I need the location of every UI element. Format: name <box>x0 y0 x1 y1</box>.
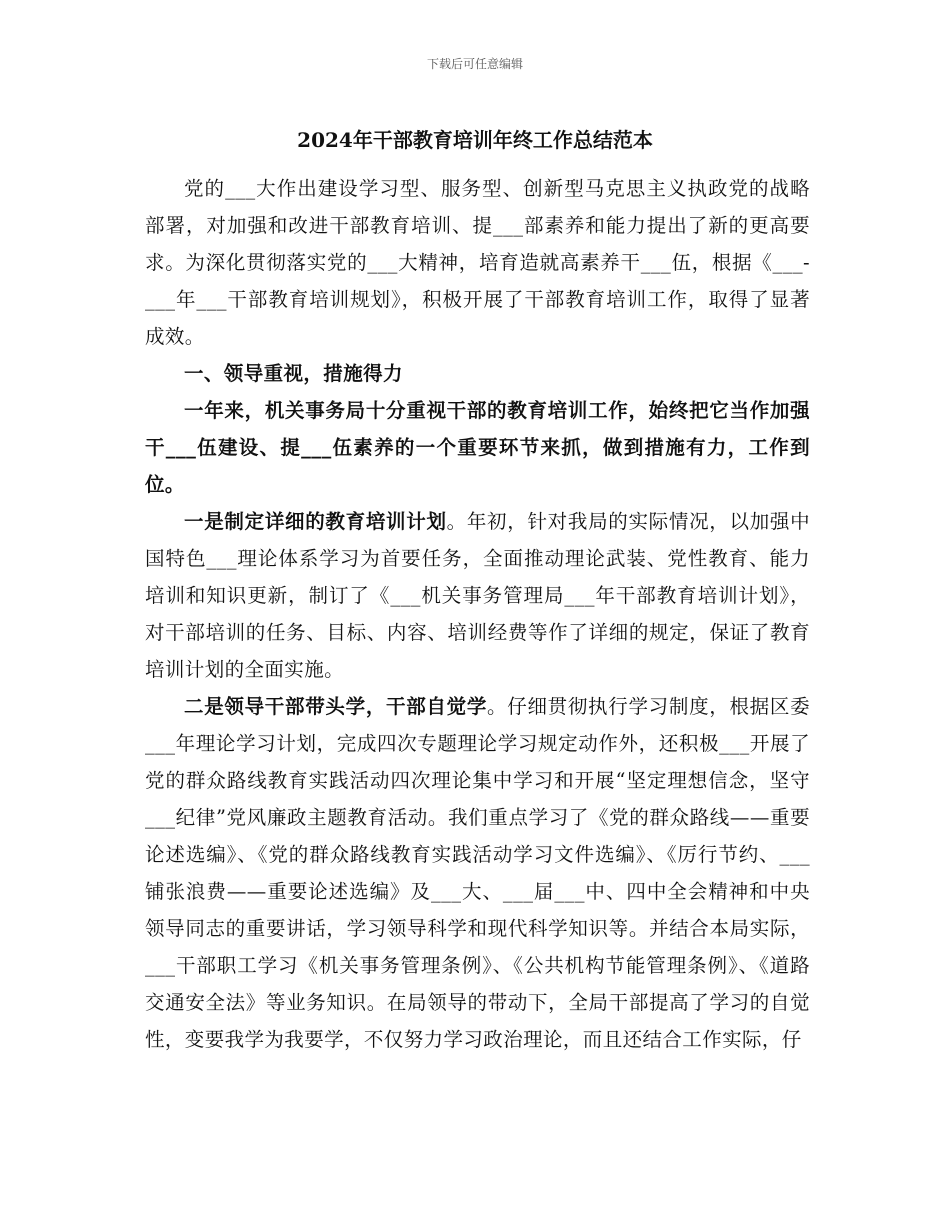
header-note: 下载后可任意编辑 <box>426 57 523 71</box>
point-two-lead: 二是领导干部带头学，干部自觉学 <box>184 695 488 718</box>
section-heading: 一、领导重视，措施得力 <box>184 362 403 385</box>
section-summary-paragraph: 一年来，机关事务局十分重视干部的教育培训工作，始终把它当作加强干___伍建设、提___伍素养的一个重要环节来抓，做到措施有力，工作到位。 <box>145 399 810 496</box>
point-one-lead: 一是制定详细的教育培训计划 <box>184 510 447 533</box>
document-title: 2024年干部教育培训年终工作总结范本 <box>297 128 653 152</box>
point-one-paragraph <box>145 503 810 688</box>
intro-paragraph: 党的___大作出建设学习型、服务型、创新型马克思主义执政党的战略部署，对加强和改进干部教育培训、提___部素养和能力提出了新的更高要求。为深化贯彻落实党的___大精神，培育造就高素养干___伍，根据《___-___年___干部教育培训规划》，积极开展了干部教育培训工作，取得了显著成效。 <box>145 177 810 348</box>
document-body <box>145 170 810 1058</box>
point-two-paragraph <box>145 688 810 1058</box>
point-one-text: 。年初，针对我局的实际情况，以加强中国特色___理论体系学习为首要任务，全面推动理论武装、党性教育、能力培训和知识更新，制订了《___机关事务管理局___年干部教育培训计划》，对干部培训的任务、目标、内容、培训经费等作了详细的规定，保证了教育培训计划的全面实施。 <box>145 510 810 681</box>
point-two-text: 。仔细贯彻执行学习制度，根据区委___年理论学习计划，完成四次专题理论学习规定动作外，还积极___开展了党的群众路线教育实践活动四次理论集中学习和开展“坚定理想信念，坚守___纪律”党风廉政主题教育活动。我们重点学习了《党的群众路线——重要论述选编》、《党的群众路线教育实践活动学习文件选编》、《厉行节约、___铺张浪费——重要论述选编》及___大、___届___中、四中全会精神和中央领导同志的重要讲话，学习领导科学和现代科学知识等。并结合本局实际，___干部职工学习《机关事务管理条例》、《公共机构节能管理条例》、《道路交通安全法》等业务知识。在局领导的带动下，全局干部提高了学习的自觉性，变要我学为我要学，不仅努力学习政治理论，而且还结合工作实际，仔 <box>145 695 810 1051</box>
